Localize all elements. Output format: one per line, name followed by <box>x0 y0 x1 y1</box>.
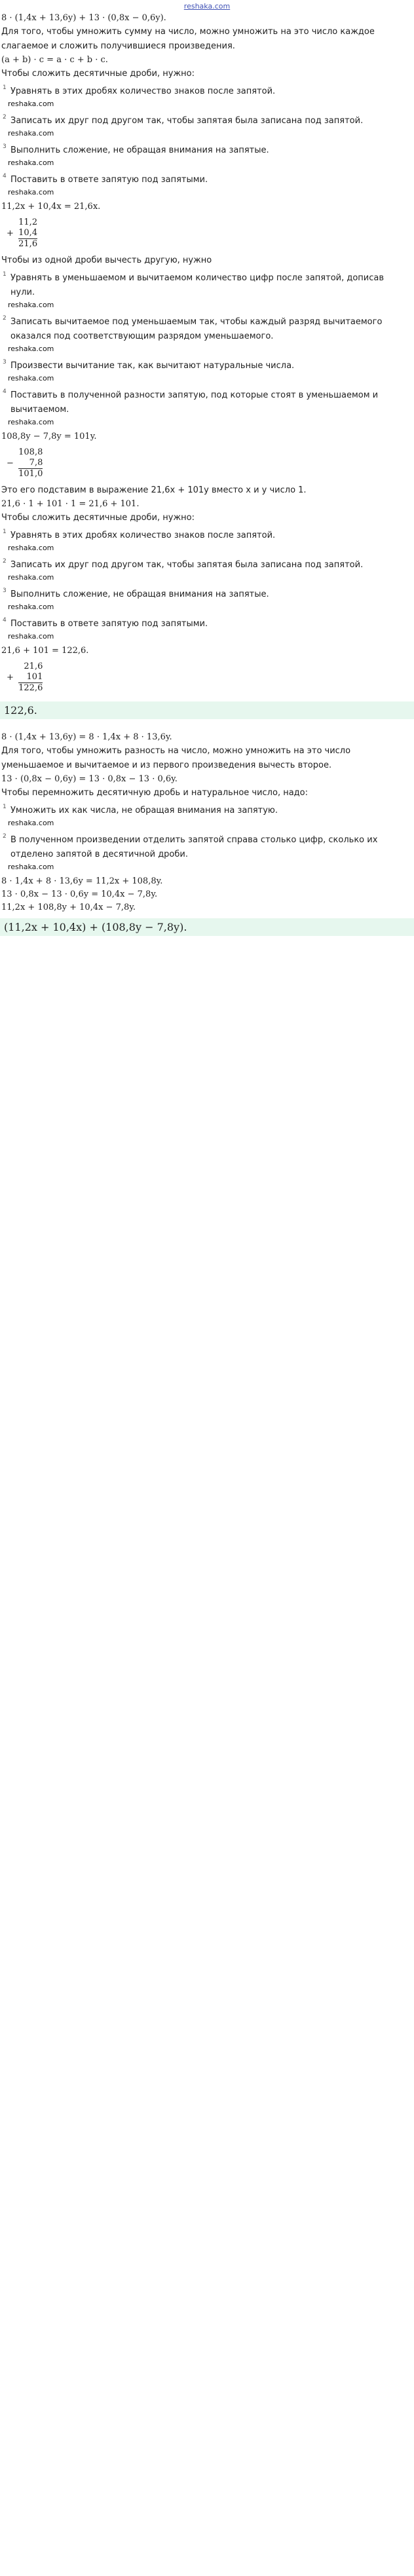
expression: 8 · (1,4x + 13,6y) = 8 · 1,4x + 8 · 13,6y. <box>1 732 172 742</box>
answer-box: (11,2x + 10,4x) + (108,8y − 7,8y). <box>0 918 414 936</box>
rule-item: 2 В полученном произведении отделить запятой справа столько цифр, сколько их отделено запятой в десятичной дроби.reshaka.com <box>3 833 378 871</box>
watermark-text: reshaka.com <box>8 129 54 138</box>
add-heading-2: Чтобы сложить десятичные дроби, нужно: <box>1 513 195 523</box>
watermark-text: reshaka.com <box>8 301 54 309</box>
column-subtraction: − 108,8 7,8 101,0 <box>7 447 43 479</box>
answer-box: 122,6. <box>0 701 414 719</box>
watermark-text: reshaka.com <box>8 374 54 383</box>
rule-item: 3 Выполнить сложение, не обращая внимания на запятые.reshaka.com <box>3 588 269 611</box>
substitute-text: Это его подставим в выражение 21,6x + 101y вместо x и y число 1. <box>1 485 307 495</box>
step-1: 8 · 1,4x + 8 · 13,6y = 11,2x + 108,8y. <box>1 876 163 886</box>
rule-item: 1 Уравнять в этих дробях количество знаков после запятой.reshaka.com <box>3 84 276 108</box>
watermark-text: reshaka.com <box>8 603 54 611</box>
watermark-text: reshaka.com <box>8 544 54 552</box>
rule-item: 4 Поставить в ответе запятую под запятыми.reshaka.com <box>3 617 208 641</box>
column-addition-final: + 21,6 101 122,6 <box>7 662 43 693</box>
watermark-text: reshaka.com <box>8 632 54 641</box>
rule-item: 2 Записать вычитаемое под уменьшаемым так, чтобы каждый разряд вычитаемого оказался под соответствующим разрядом уменьшаемого.reshaka.com <box>3 315 383 353</box>
add-heading: Чтобы сложить десятичные дроби, нужно: <box>1 69 195 79</box>
rule-item: 3 Произвести вычитание так, как вычитают натуральные числа.reshaka.com <box>3 359 295 383</box>
step-sum: 11,2x + 10,4x = 21,6x. <box>1 202 101 212</box>
mul-heading: Чтобы перемножить десятичную дробь и натуральное число, надо: <box>1 788 308 798</box>
column-addition: + 11,2 10,4 21,6 <box>7 217 38 249</box>
watermark-text: reshaka.com <box>8 573 54 582</box>
rule-item: 2 Записать их друг под другом так, чтобы запятая была записана под запятой.reshaka.com <box>3 558 364 582</box>
step-2: 13 · 0,8x − 13 · 0,6y = 10,4x − 7,8y. <box>1 889 158 899</box>
rule-item: 3 Выполнить сложение, не обращая внимания на запятые.reshaka.com <box>3 143 269 167</box>
watermark-text: reshaka.com <box>8 819 54 827</box>
solution-part-1 <box>0 12 414 719</box>
rule-item: 4 Поставить в ответе запятую под запятыми.reshaka.com <box>3 173 208 196</box>
rule-item: 2 Записать их друг под другом так, чтобы запятая была записана под запятой.reshaka.com <box>3 114 364 138</box>
watermark-text: reshaka.com <box>8 345 54 353</box>
step-3: 11,2x + 108,8y + 10,4x − 7,8y. <box>1 903 136 912</box>
substitute-result: 21,6 · 1 + 101 · 1 = 21,6 + 101. <box>1 499 140 509</box>
intro-text: Для того, чтобы умножить разность на число, можно умножить на это число уменьшаемое и вычитаемое и из первого произведения вычесть второе. <box>1 746 351 770</box>
rule-item: 1 Уравнять в этих дробях количество знаков после запятой.reshaka.com <box>3 529 276 552</box>
watermark-text: reshaka.com <box>8 418 54 426</box>
expression: 8 · (1,4x + 13,6y) + 13 · (0,8x − 0,6y). <box>1 13 166 23</box>
watermark-text: reshaka.com <box>8 863 54 871</box>
expression-2: 13 · (0,8x − 0,6y) = 13 · 0,8x − 13 · 0,6y. <box>1 774 178 784</box>
step-diff: 108,8y − 7,8y = 101y. <box>1 432 97 441</box>
watermark-text: reshaka.com <box>8 188 54 196</box>
formula: (a + b) · c = a · c + b · c. <box>1 55 108 65</box>
watermark-text: reshaka.com <box>8 159 54 167</box>
final-sum: 21,6 + 101 = 122,6. <box>1 646 89 656</box>
rule-item: 1 Умножить их как числа, не обращая внимания на запятую.reshaka.com <box>3 804 278 827</box>
rule-item: 1 Уравнять в уменьшаемом и вычитаемом количество цифр после запятой, дописав нули.reshaka.com <box>3 271 385 309</box>
site-link[interactable]: reshaka.com <box>183 2 231 10</box>
watermark-text: reshaka.com <box>8 100 54 108</box>
site-header <box>0 0 414 12</box>
intro-text: Для того, чтобы умножить сумму на число, можно умножить на это число каждое слагаемое и сложить получившиеся произведения. <box>1 27 375 51</box>
rule-item: 4 Поставить в полученной разности запятую, под которые стоят в уменьшаемом и вычитаемом.reshaka.com <box>3 388 379 426</box>
solution-part-2 <box>0 731 414 936</box>
sub-heading: Чтобы из одной дроби вычесть другую, нужно <box>1 255 212 265</box>
